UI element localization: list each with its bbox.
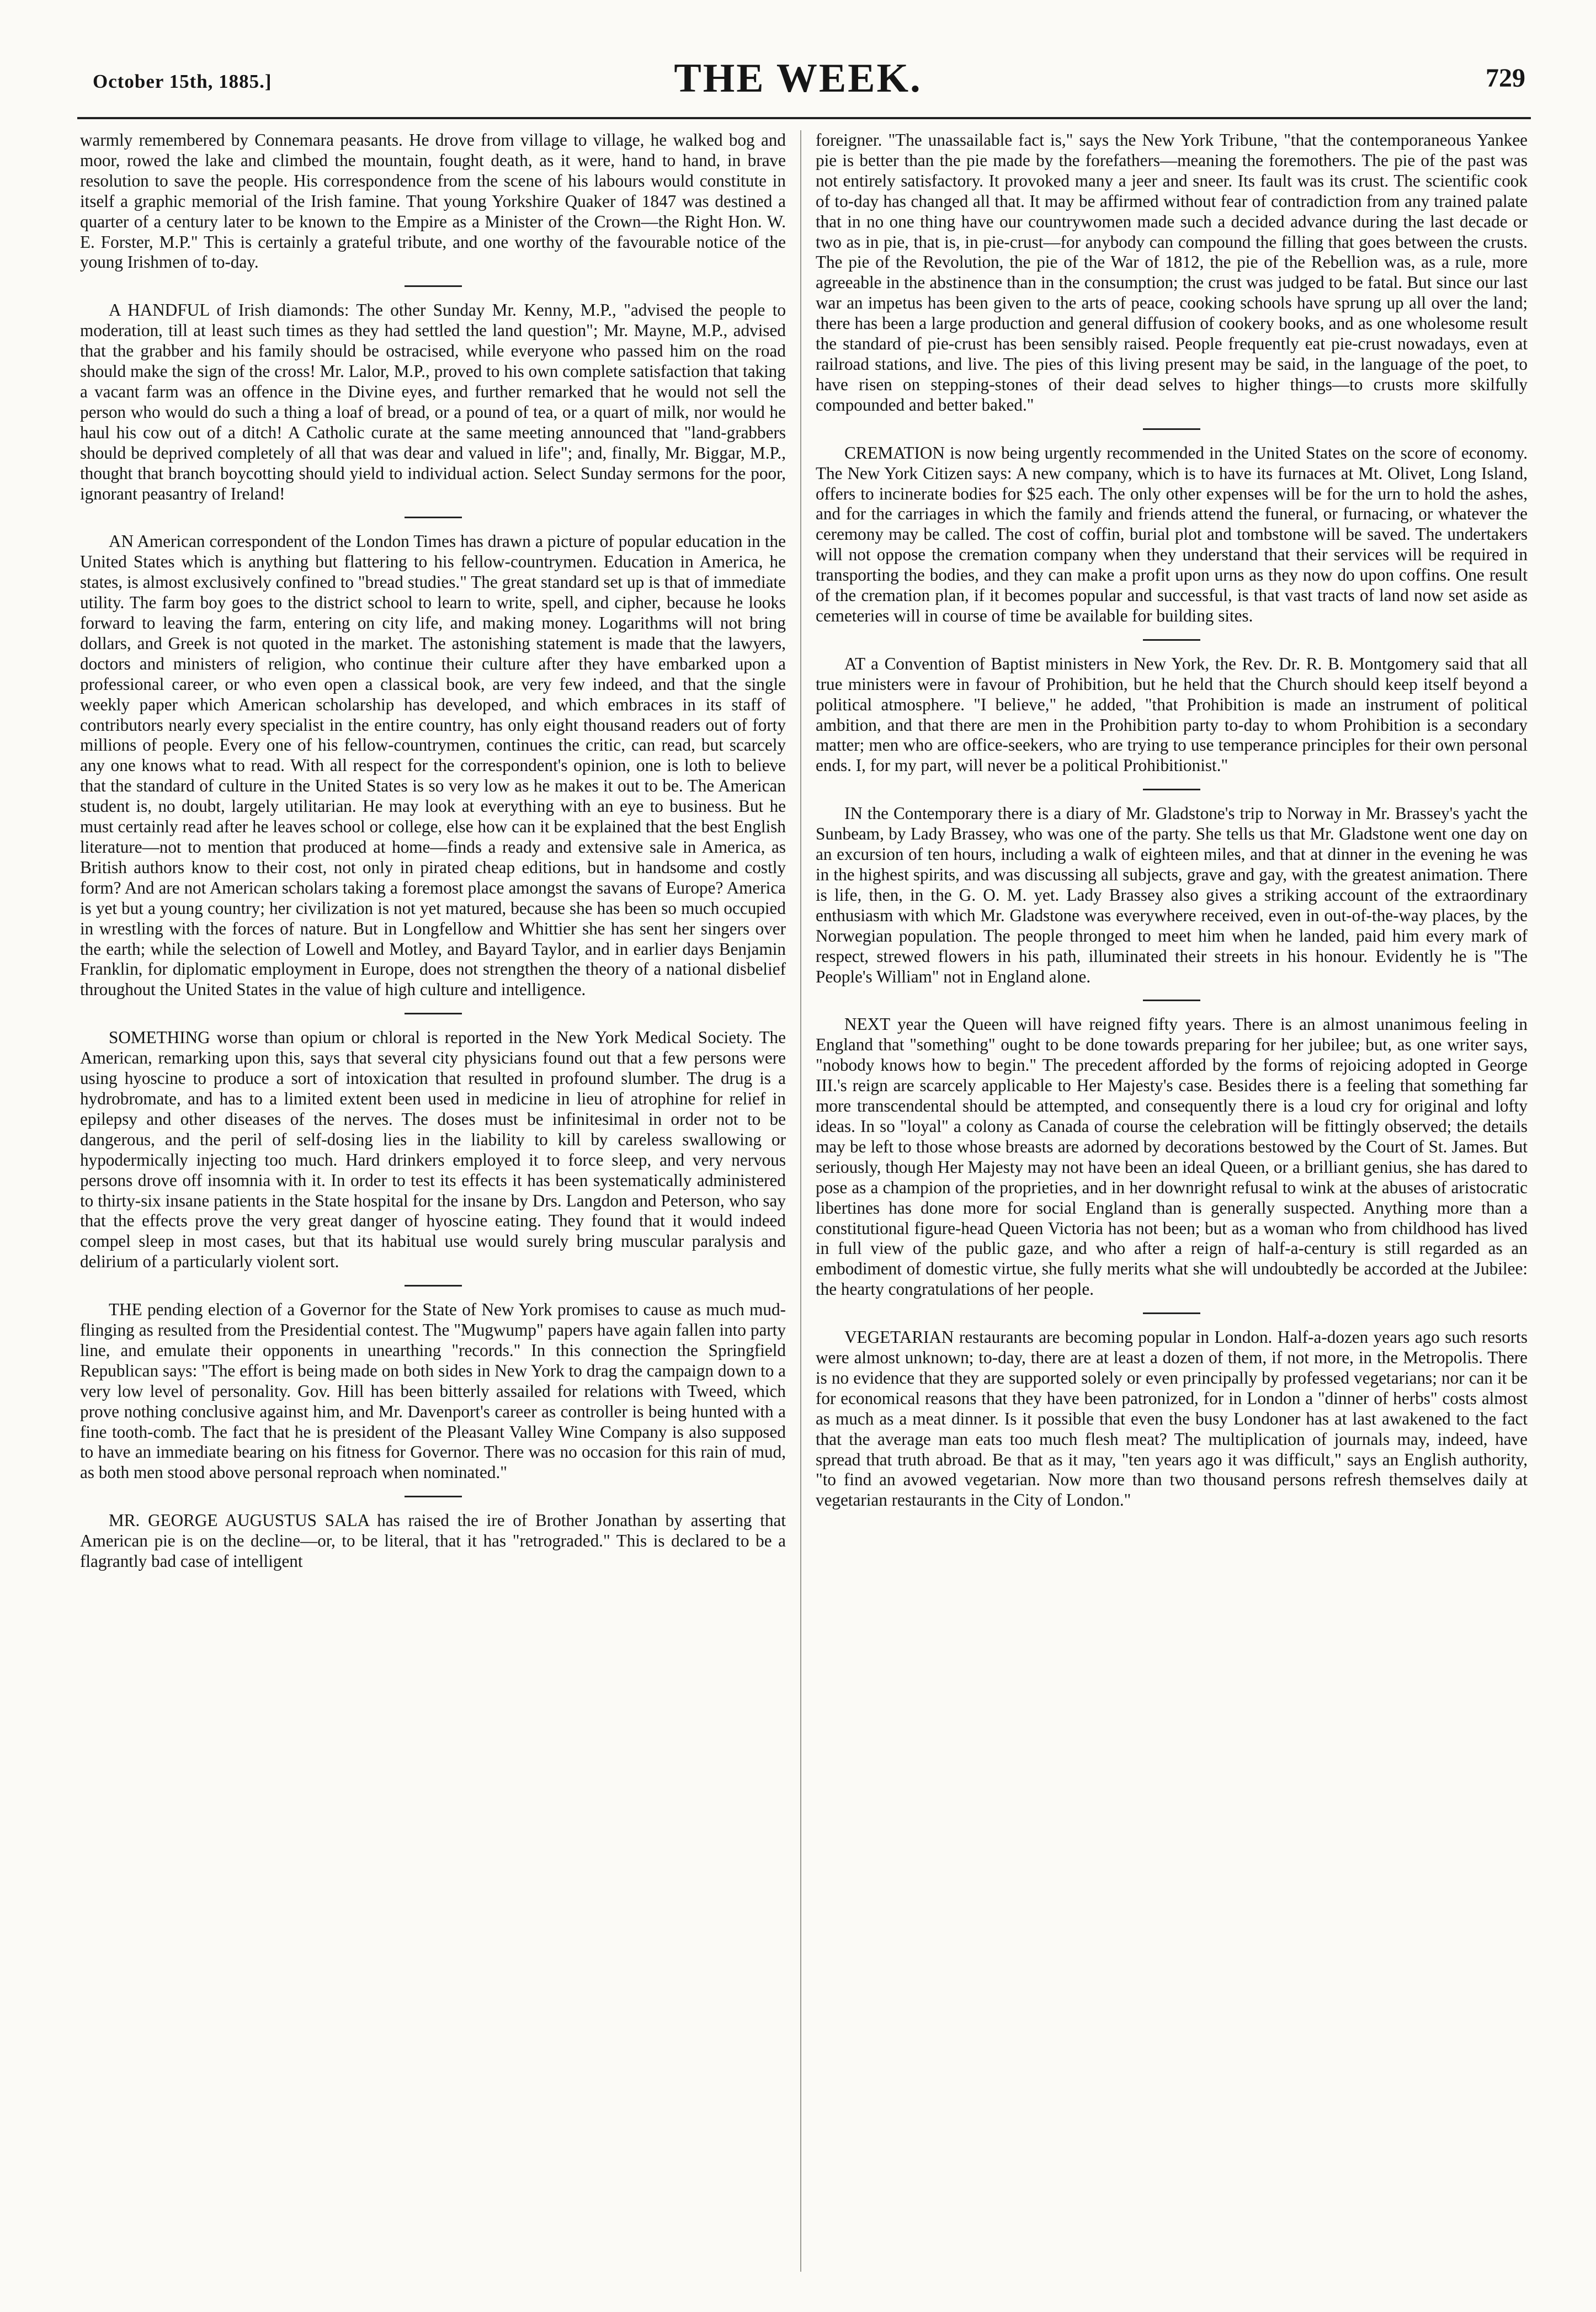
article-baptist-convention: AT a Convention of Baptist ministers in New York, the Rev. Dr. R. B. Montgomery said that all true ministers were in favour of Prohibition, but he held that the Church should keep itself beyond a political atmosphere. "I believe," he added, "that Prohibition is made an instrument of political ambition, and that there are men in the Prohibition party to-day to whom Prohibition is a secondary matter; men who are office-seekers, who are trying to use temperance principles for their own personal ends. I, for my part, will never be a political Prohibitionist." [816, 653, 1528, 775]
article-new-york-election: THE pending election of a Governor for the State of New York promises to cause as much mud-flinging as resulted from the Presidential contest. The "Mugwump" papers have again fallen into party line, and emulate their opponents in unearthing "records." In this connection the Springfield Republican says: "The effort is being made on both sides in New York to drag the campaign down to a very low level of personality. Gov. Hill has been bitterly assailed for relations with Tweed, which prove nothing conclusive against him, and Mr. Davenport's career as controller is being hunted with a fine tooth-comb. The fact that he is president of the Pleasant Valley Wine Company is also supposed to have an immediate bearing on his fitness for Governor. There was no occasion for this rain of mud, as both men stood above personal reproach when nominated." [80, 1300, 786, 1482]
article-connemara-continued: warmly remembered by Connemara peasants. He drove from village to village, he walked bog and moor, rowed the lake and climbed the mountain, fought death, as it were, hand to hand, in brave resolution to save the people. His correspondence from the scene of his labours would constitute in itself a graphic memorial of the Irish famine. That young Yorkshire Quaker of 1847 was destined a quarter of a century later to be known to the Empire as a Minister of the Crown—the Right Hon. W. E. Forster, M.P." This is certainly a grateful tribute, and one worthy of the favourable notice of the young Irishmen of to-day. [80, 130, 786, 272]
section-divider [405, 285, 462, 287]
masthead-title: THE WEEK. [674, 56, 922, 101]
article-american-pie: MR. GEORGE AUGUSTUS SALA has raised the ire of Brother Jonathan by asserting that American pie is on the decline—or, to be literal, that it has "retrograded." This is declared to be a flagrantly bad case of intelligent [80, 1511, 786, 1571]
article-american-education: AN American correspondent of the London Times has drawn a picture of popular education in the United States which is anything but flattering to his fellow-countrymen. Education in America, he states, is almost exclusively confined to "bread studies." The great standard set up is that of immediate utility. The farm boy goes to the district school to learn to write, spell, and cipher, because he looks forward to leaving the farm, entering on city life, and making money. Logarithms will not bring dollars, and Greek is not quoted in the market. The astonishing statement is made that the lawyers, doctors and ministers of religion, who continue their culture after they have embarked upon a professional career, or who even open a classical book, are very few indeed, and that the single weekly paper which American scholarship has developed, and which embraces in its staff of contributors nearly every specialist in the entire country, has only eight thousand readers out of forty millions of people. Every one of his fellow-countrymen, continues the critic, can read, but scarcely any one knows what to read. With all respect for the correspondent's opinion, one is loth to believe that the standard of culture in the United States is so very low as he makes it out to be. The American student is, no doubt, largely utilitarian. He may look at everything with an eye to business. But he must certainly read after he leaves school or college, else how can it be explained that the best English literature—not to mention that produced at home—finds a ready and extensive sale in America, as British authors know to their cost, not only in pirated cheap editions, but in handsome and costly form? And are not American scholars taking a foremost place amongst the savans of Europe? America is yet but a young country; her civilization is not yet matured, because she has been so much occupied in wrestling with the forces of nature. But in Longfellow and Whittier she has sent her singers over the earth; while the selection of Lowell and Motley, and Bayard Taylor, and in earlier days Benjamin Franklin, for diplomatic employment in Europe, does not strengthen the theory of a national disbelief throughout the United States in the value of high culture and intelligence. [80, 532, 786, 1000]
section-divider [1143, 639, 1200, 641]
issue-date: October 15th, 1885.] [93, 71, 272, 92]
running-head [0, 0, 1596, 138]
right-column [816, 130, 1528, 2272]
page-number: 729 [1486, 63, 1525, 93]
article-american-pie-continued: foreigner. "The unassailable fact is," says the New York Tribune, "that the contemporaneous Yankee pie is better than the pie made by the forefathers—meaning the foremothers. The pie of the past was not entirely satisfactory. It provoked many a jeer and sneer. Its fault was its crust. The scientific cook of to-day has changed all that. It may be affirmed without fear of contradiction from any trained palate that in no one thing have our countrywomen made such a decided advance during the last decade or two as in pie, that is, in pie-crust—for anybody can compound the filling that goes between the crusts. The pie of the Revolution, the pie of the War of 1812, the pie of the Rebellion was, as a rule, more agreeable in the abstinence than in the consumption; the crust was judged to be fatal. But since our last war an impetus has been given to the arts of peace, cooking schools have sprung up all over the land; there has been a large production and general diffusion of cookery books, and as one wholesome result the standard of pie-crust has been sensibly raised. People frequently eat pie-crust nowadays, even at railroad stations, and live. The pies of this living present may be said, in the language of the poet, to have risen on stepping-stones of their dead selves to higher things—to crusts more skilfully compounded and better baked." [816, 130, 1528, 414]
header-rule [77, 117, 1531, 119]
section-divider [405, 1496, 462, 1497]
article-cremation: CREMATION is now being urgently recommended in the United States on the score of economy. The New York Citizen says: A new company, which is to have its furnaces at Mt. Olivet, Long Island, offers to incinerate bodies for $25 each. The only other expenses will be for the urn to hold the ashes, and for the carriages in which the family and friends attend the funeral, or furnacing, or whatever the ceremony may be called. The cost of coffin, burial plot and tombstone will be saved. The undertakers will not oppose the cremation company when they understand that their services will be required in transporting the bodies, and they can make a profit upon urns as they now do upon coffins. One result of the cremation plan, if it becomes popular and successful, is that vast tracts of land now set aside as cemeteries will in course of time be available for building sites. [816, 443, 1528, 625]
column-rule [800, 130, 801, 2272]
section-divider [1143, 428, 1200, 430]
left-column [80, 130, 786, 2272]
section-divider [405, 1013, 462, 1014]
article-gladstone-norway: IN the Contemporary there is a diary of Mr. Gladstone's trip to Norway in Mr. Brassey's yacht the Sunbeam, by Lady Brassey, who was one of the party. She tells us that Mr. Gladstone went one day on an excursion of ten hours, including a walk of eighteen miles, and that at dinner in the evening he was in the highest spirits, and was discussing all subjects, grave and gay, with the greatest animation. There is life, then, in the G. O. M. yet. Lady Brassey also gives a striking account of the extraordinary enthusiasm with which Mr. Gladstone was everywhere received, even in out-of-the-way places, by the Norwegian population. The people thronged to meet him when he landed, paid him every mark of respect, strewed flowers in his path, illuminated their streets in his honour. Evidently he is "The People's William" not in England alone. [816, 804, 1528, 986]
section-divider [1143, 1312, 1200, 1314]
section-divider [405, 1285, 462, 1287]
article-irish-diamonds: A HANDFUL of Irish diamonds: The other Sunday Mr. Kenny, M.P., "advised the people to moderation, till at least such times as they had settled the land question"; Mr. Mayne, M.P., advised that the grabber and his family should be ostracised, while everyone who passed him on the road should make the sign of the cross! Mr. Lalor, M.P., proved to his own complete satisfaction that taking a vacant farm was an offence in the Divine eyes, and further remarked that he would not sell the person who would do such a thing a loaf of bread, or a pound of tea, or a quart of milk, nor would he haul his cow out of a ditch! A Catholic curate at the same meeting announced that "land-grabbers should be deprived completely of all that was dear and valued in life"; and, finally, Mr. Biggar, M.P., thought that branch boycotting should yield to individual action. Select Sunday sermons for the poor, ignorant peasantry of Ireland! [80, 300, 786, 503]
section-divider [405, 517, 462, 518]
article-queen-jubilee: NEXT year the Queen will have reigned fifty years. There is an almost unanimous feeling in England that "something" ought to be done towards preparing for her jubilee; but, as one writer says, "nobody knows how to begin." The precedent afforded by the forms of rejoicing adopted in George III.'s reign are scarcely applicable to Her Majesty's case. Besides there is a feeling that something far more transcendental should be attempted, and consequently there is a loud cry for original and lofty ideas. In so "loyal" a colony as Canada of course the celebration will be fittingly observed; the details may be left to those whose breasts are adorned by decorations bestowed by the Court of St. James. But seriously, though Her Majesty may not have been an ideal Queen, or a brilliant genius, she has dared to pose as a champion of the proprieties, and in her downright refusal to wink at the abuses of aristocratic libertines has done more for social England than is generally suspected. Anything more than a constitutional figure-head Queen Victoria has not been; but as a woman who from childhood has lived in full view of the public gaze, and who after a reign of half-a-century is still regarded as an embodiment of domestic virtue, she fully merits what she will undoubtedly be accorded at the Jubilee: the hearty congratulations of her people. [816, 1014, 1528, 1299]
section-divider [1143, 789, 1200, 790]
article-vegetarian-restaurants: VEGETARIAN restaurants are becoming popular in London. Half-a-dozen years ago such resorts were almost unknown; to-day, there are at least a dozen of them, if not more, in the Metropolis. There is no evidence that they are supported solely or even principally by professed vegetarians; nor can it be for economical reasons that they have been patronized, for in London a "dinner of herbs" costs almost as much as a meat dinner. Is it possible that even the busy Londoner has at last awakened to the fact that the average man eats too much flesh meat? The multiplication of journals may, indeed, have spread that truth abroad. Be that as it may, "ten years ago it was difficult," says an English authority, "to find an avowed vegetarian. Now more than two thousand persons refresh themselves daily at vegetarian restaurants in the City of London." [816, 1327, 1528, 1510]
section-divider [1143, 1000, 1200, 1001]
article-hyoscine: SOMETHING worse than opium or chloral is reported in the New York Medical Society. The American, remarking upon this, says that several city physicians found out that a few persons were using hyoscine to produce a sort of intoxication that resulted in profound slumber. The drug is a hydrobromate, and has to a limited extent been used in medicine in lieu of atrophine for relief in epilepsy and other diseases of the nerves. The doses must be infinitesimal in order not to be dangerous, and the peril of self-dosing lies in the liability to kill by careless swallowing or hypodermically injecting too much. Hard drinkers employed it to force sleep, and very nervous persons drove off insomnia with it. In order to test its effects it has been systematically administered to thirty-six insane patients in the State hospital for the insane by Drs. Langdon and Peterson, who say that the effects prove the very great danger of hyoscine eating. They found that it would indeed compel sleep in most cases, but that its habitual use would surely bring muscular paralysis and delirium of a particularly violent sort. [80, 1028, 786, 1272]
